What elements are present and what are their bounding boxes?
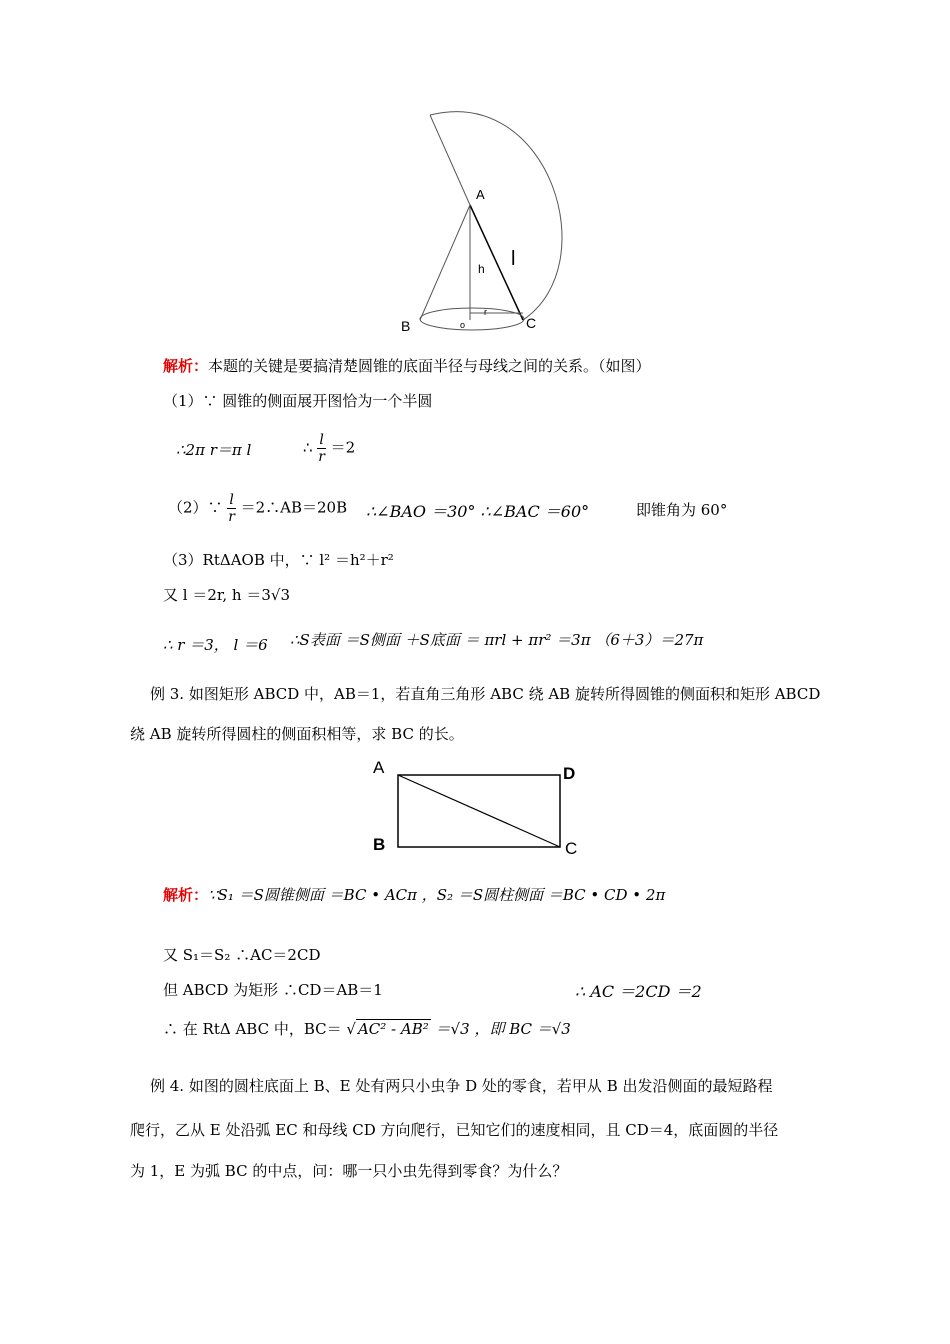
solution3-eq1-text: ∵S₁ ＝S圆锥侧面 ＝BC • ACπ ，S₂ ＝S圆柱侧面 ＝BC • CD • 2π — [208, 886, 666, 904]
solution1-step4: 又 l ＝2r, h ＝3√3 — [163, 586, 291, 604]
example3-line1: 例 3. 如图矩形 ABCD 中，AB＝1，若直角三角形 ABC 绕 AB 旋转所得圆锥的侧面积和矩形 ABCD — [150, 685, 821, 703]
cone-figure — [390, 105, 590, 340]
cone-base — [420, 308, 524, 330]
solution3-eq1 — [163, 886, 665, 904]
label-r: r — [484, 307, 487, 317]
label-C: C — [526, 315, 537, 331]
label-B: B — [373, 835, 386, 854]
label-h: h — [478, 262, 485, 276]
solution1-step1: （1）∵ 圆锥的侧面展开图恰为一个半圆 — [163, 392, 433, 410]
label-l: l — [511, 248, 516, 270]
frac-den: r — [228, 509, 235, 525]
solution1-step5a: ∴ r ＝3， l ＝6 — [163, 636, 268, 654]
fraction-l-over-r — [317, 432, 325, 465]
example4-line2: 爬行，乙从 E 处沿弧 EC 和母线 CD 方向爬行，已知它们的速度相同，且 CD＝4，底面圆的半径 — [130, 1121, 779, 1139]
frac-num: l — [319, 432, 324, 448]
label-B: B — [401, 318, 411, 334]
solution1-step2 — [168, 492, 347, 525]
generatrix-upper — [430, 115, 470, 205]
step2-pre: （2）∵ — [168, 498, 223, 517]
eq4-radicand: AC² - AB² — [357, 1020, 429, 1038]
line-AB — [420, 205, 470, 320]
eq4-root: √ AC² - AB² — [346, 1020, 429, 1038]
label-C: C — [565, 839, 578, 858]
solution-label: 解析： — [163, 357, 209, 375]
frac-den: r — [318, 449, 325, 465]
solution3-eq3b: ∴ AC ＝2CD ＝2 — [575, 982, 702, 1001]
label-o: o — [460, 320, 466, 330]
frac-num: l — [229, 492, 234, 508]
solution1-angles: ∴∠BAO ＝30° ∴∠BAC ＝60° — [366, 502, 590, 521]
solution3-eq4 — [163, 1020, 571, 1038]
unfolded-semicircle-arc — [430, 112, 562, 320]
solution3-eq2: 又 S₁＝S₂ ∴AC＝2CD — [163, 946, 321, 964]
rectangle-figure — [365, 753, 590, 858]
eq-equals-2: ＝2 — [330, 438, 356, 457]
label-D: D — [563, 764, 576, 783]
eq4-mid: ＝√3 — [435, 1020, 470, 1038]
solution1-step5b: ∴S表面 ＝S侧面 ＋S底面 ＝ πrl + πr² ＝3π （6＋3）＝27π — [290, 631, 704, 649]
label-A: A — [476, 187, 485, 202]
example4-line3: 为 1，E 为弧 BC 的中点，问：哪一只小虫先得到零食？为什么？ — [130, 1162, 568, 1180]
eq4-pre: ∴ 在 RtΔ ABC 中，BC＝ — [163, 1020, 342, 1038]
fraction-l-over-r-2 — [227, 492, 235, 525]
eq4-end: ，即 BC ＝√3 — [474, 1020, 571, 1038]
solution1-eq1b — [303, 432, 355, 465]
example4-line1: 例 4. 如图的圆柱底面上 B、E 处有两只小虫争 D 处的零食，若甲从 B 出发沿侧面的最短路程 — [150, 1077, 773, 1095]
therefore-symbol: ∴ — [303, 438, 313, 457]
diagonal-AC — [398, 775, 560, 847]
solution1-cone-angle: 即锥角为 60° — [636, 501, 728, 519]
solution1-eq1a: ∴2π r＝π l — [176, 441, 252, 459]
example3-line2: 绕 AB 旋转所得圆柱的侧面积相等，求 BC 的长。 — [130, 725, 464, 743]
solution1-intro — [163, 357, 651, 375]
solution1-step3: （3）RtΔAOB 中，∵ l² ＝h²＋r² — [163, 551, 394, 569]
step2-post: ＝2∴AB＝20B — [240, 498, 348, 517]
solution-label: 解析： — [163, 886, 209, 904]
solution3-eq3: 但 ABCD 为矩形 ∴CD＝AB＝1 — [163, 981, 383, 999]
label-A: A — [373, 758, 385, 777]
solution1-text: 本题的关键是要搞清楚圆锥的底面半径与母线之间的关系。（如图） — [208, 357, 651, 375]
